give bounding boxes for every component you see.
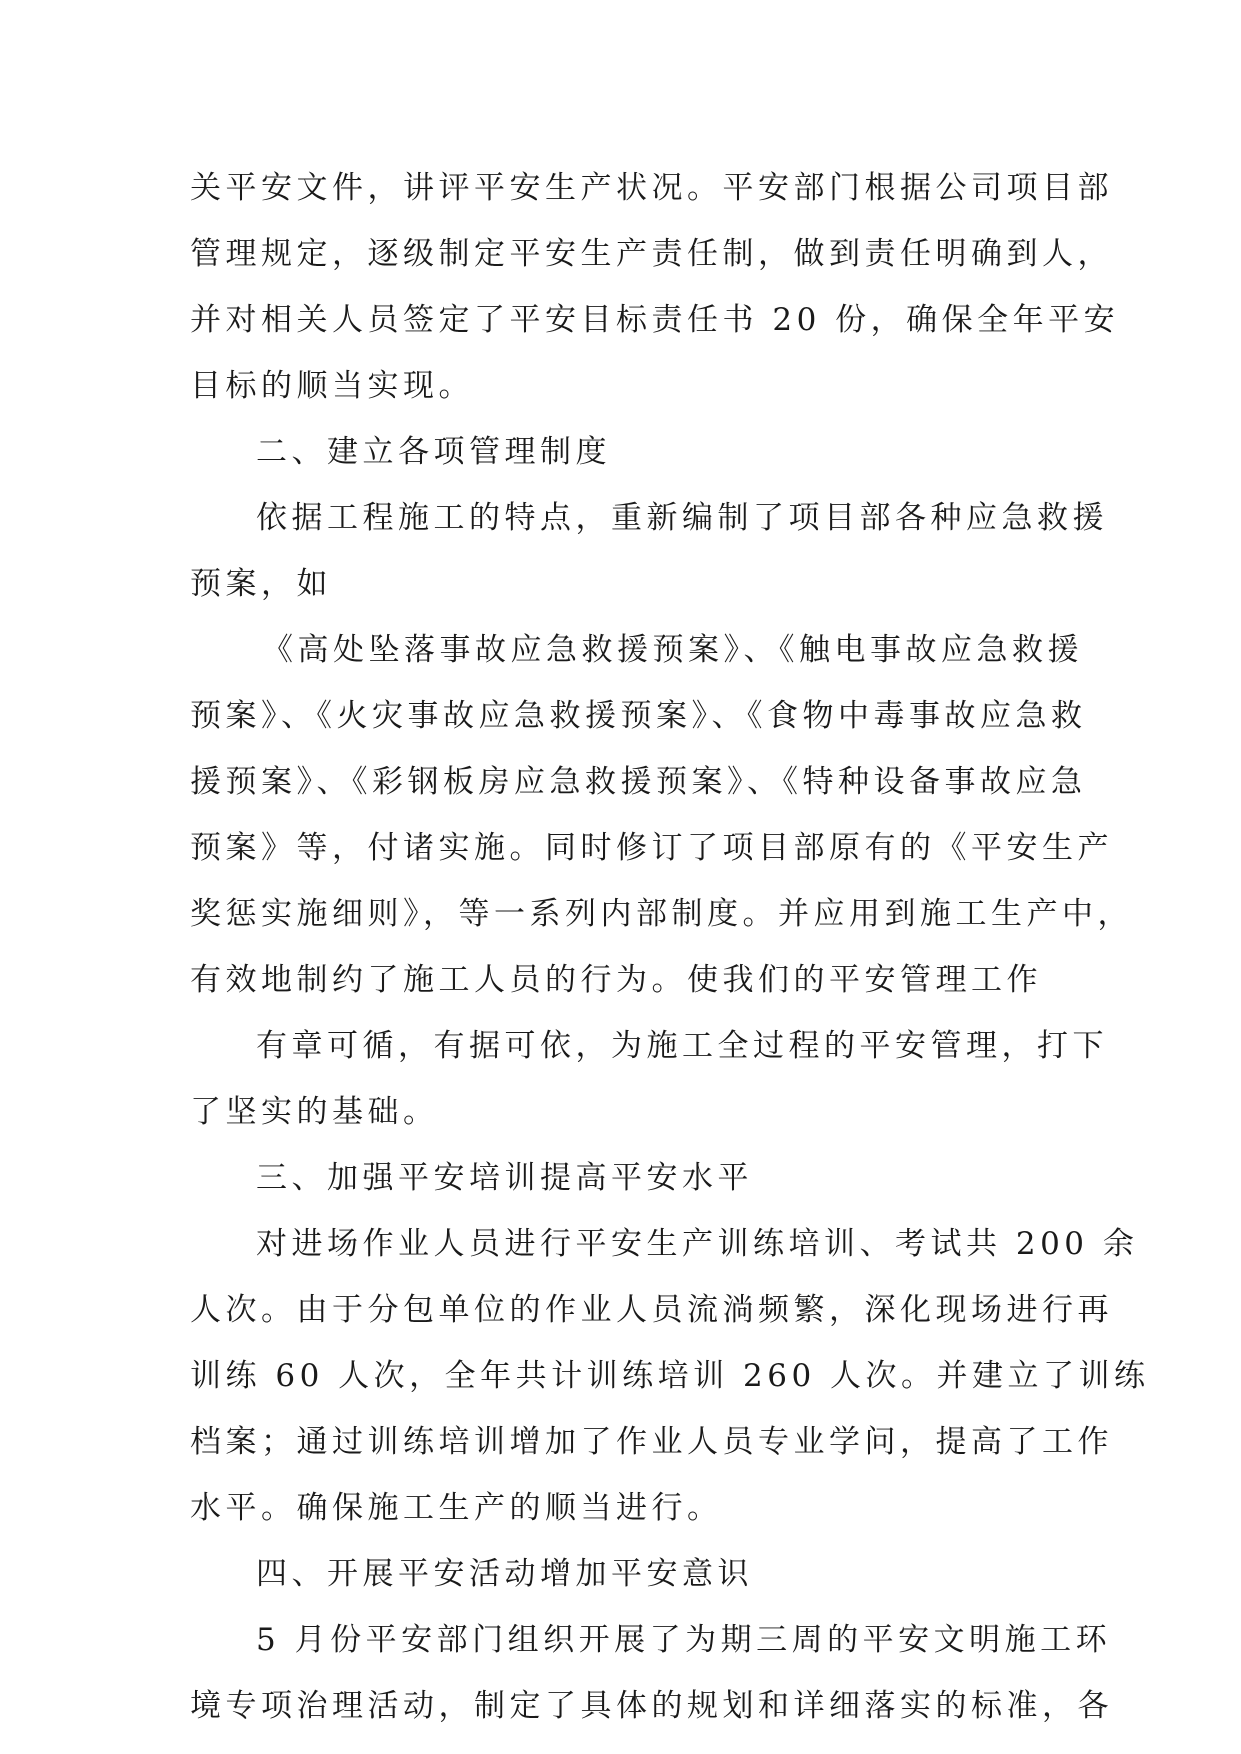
section-heading: 三、加强平安培训提高平安水平 xyxy=(256,1160,753,1196)
text-line: 关平安文件，讲评平安生产状况。平安部门根据公司项目部 xyxy=(190,170,1113,206)
text-line: 训练 60 人次，全年共计训练培训 260 人次。并建立了训练 xyxy=(190,1358,1150,1394)
text-line: 奖惩实施细则》，等一系列内部制度。并应用到施工生产中， xyxy=(190,896,1133,932)
text-line: 5 月份平安部门组织开展了为期三周的平安文明施工环 xyxy=(256,1622,1112,1658)
text-line: 《高处坠落事故应急救援预案》、《触电事故应急救援 xyxy=(262,632,1083,668)
text-line: 管理规定，逐级制定平安生产责任制，做到责任明确到人， xyxy=(190,236,1113,272)
document-page xyxy=(190,155,1150,1739)
text-line: 有效地制约了施工人员的行为。使我们的平安管理工作 xyxy=(190,962,1042,998)
text-line: 并对相关人员签定了平安目标责任书 20 份，确保全年平安 xyxy=(190,302,1120,338)
text-line: 档案；通过训练培训增加了作业人员专业学问，提高了工作 xyxy=(190,1424,1113,1460)
text-line: 对进场作业人员进行平安生产训练培训、考试共 200 余 xyxy=(256,1226,1139,1262)
text-line: 境专项治理活动，制定了具体的规划和详细落实的标准，各 xyxy=(190,1688,1113,1724)
text-line: 预案》等，付诸实施。同时修订了项目部原有的《平安生产 xyxy=(190,830,1113,866)
text-line: 援预案》、《彩钢板房应急救援预案》、《特种设备事故应急 xyxy=(190,764,1087,800)
text-line: 预案，如 xyxy=(190,566,332,602)
section-heading: 二、建立各项管理制度 xyxy=(256,434,611,470)
text-line: 有章可循，有据可依，为施工全过程的平安管理，打下 xyxy=(256,1028,1108,1064)
text-line: 目标的顺当实现。 xyxy=(190,368,474,404)
text-line: 预案》、《火灾事故应急救援预案》、《食物中毒事故应急救 xyxy=(190,698,1087,734)
text-line: 了坚实的基础。 xyxy=(190,1094,439,1130)
text-line: 水平。确保施工生产的顺当进行。 xyxy=(190,1490,723,1526)
text-line: 人次。由于分包单位的作业人员流淌频繁，深化现场进行再 xyxy=(190,1292,1113,1328)
text-line: 依据工程施工的特点，重新编制了项目部各种应急救援 xyxy=(256,500,1108,536)
section-heading: 四、开展平安活动增加平安意识 xyxy=(256,1556,753,1592)
